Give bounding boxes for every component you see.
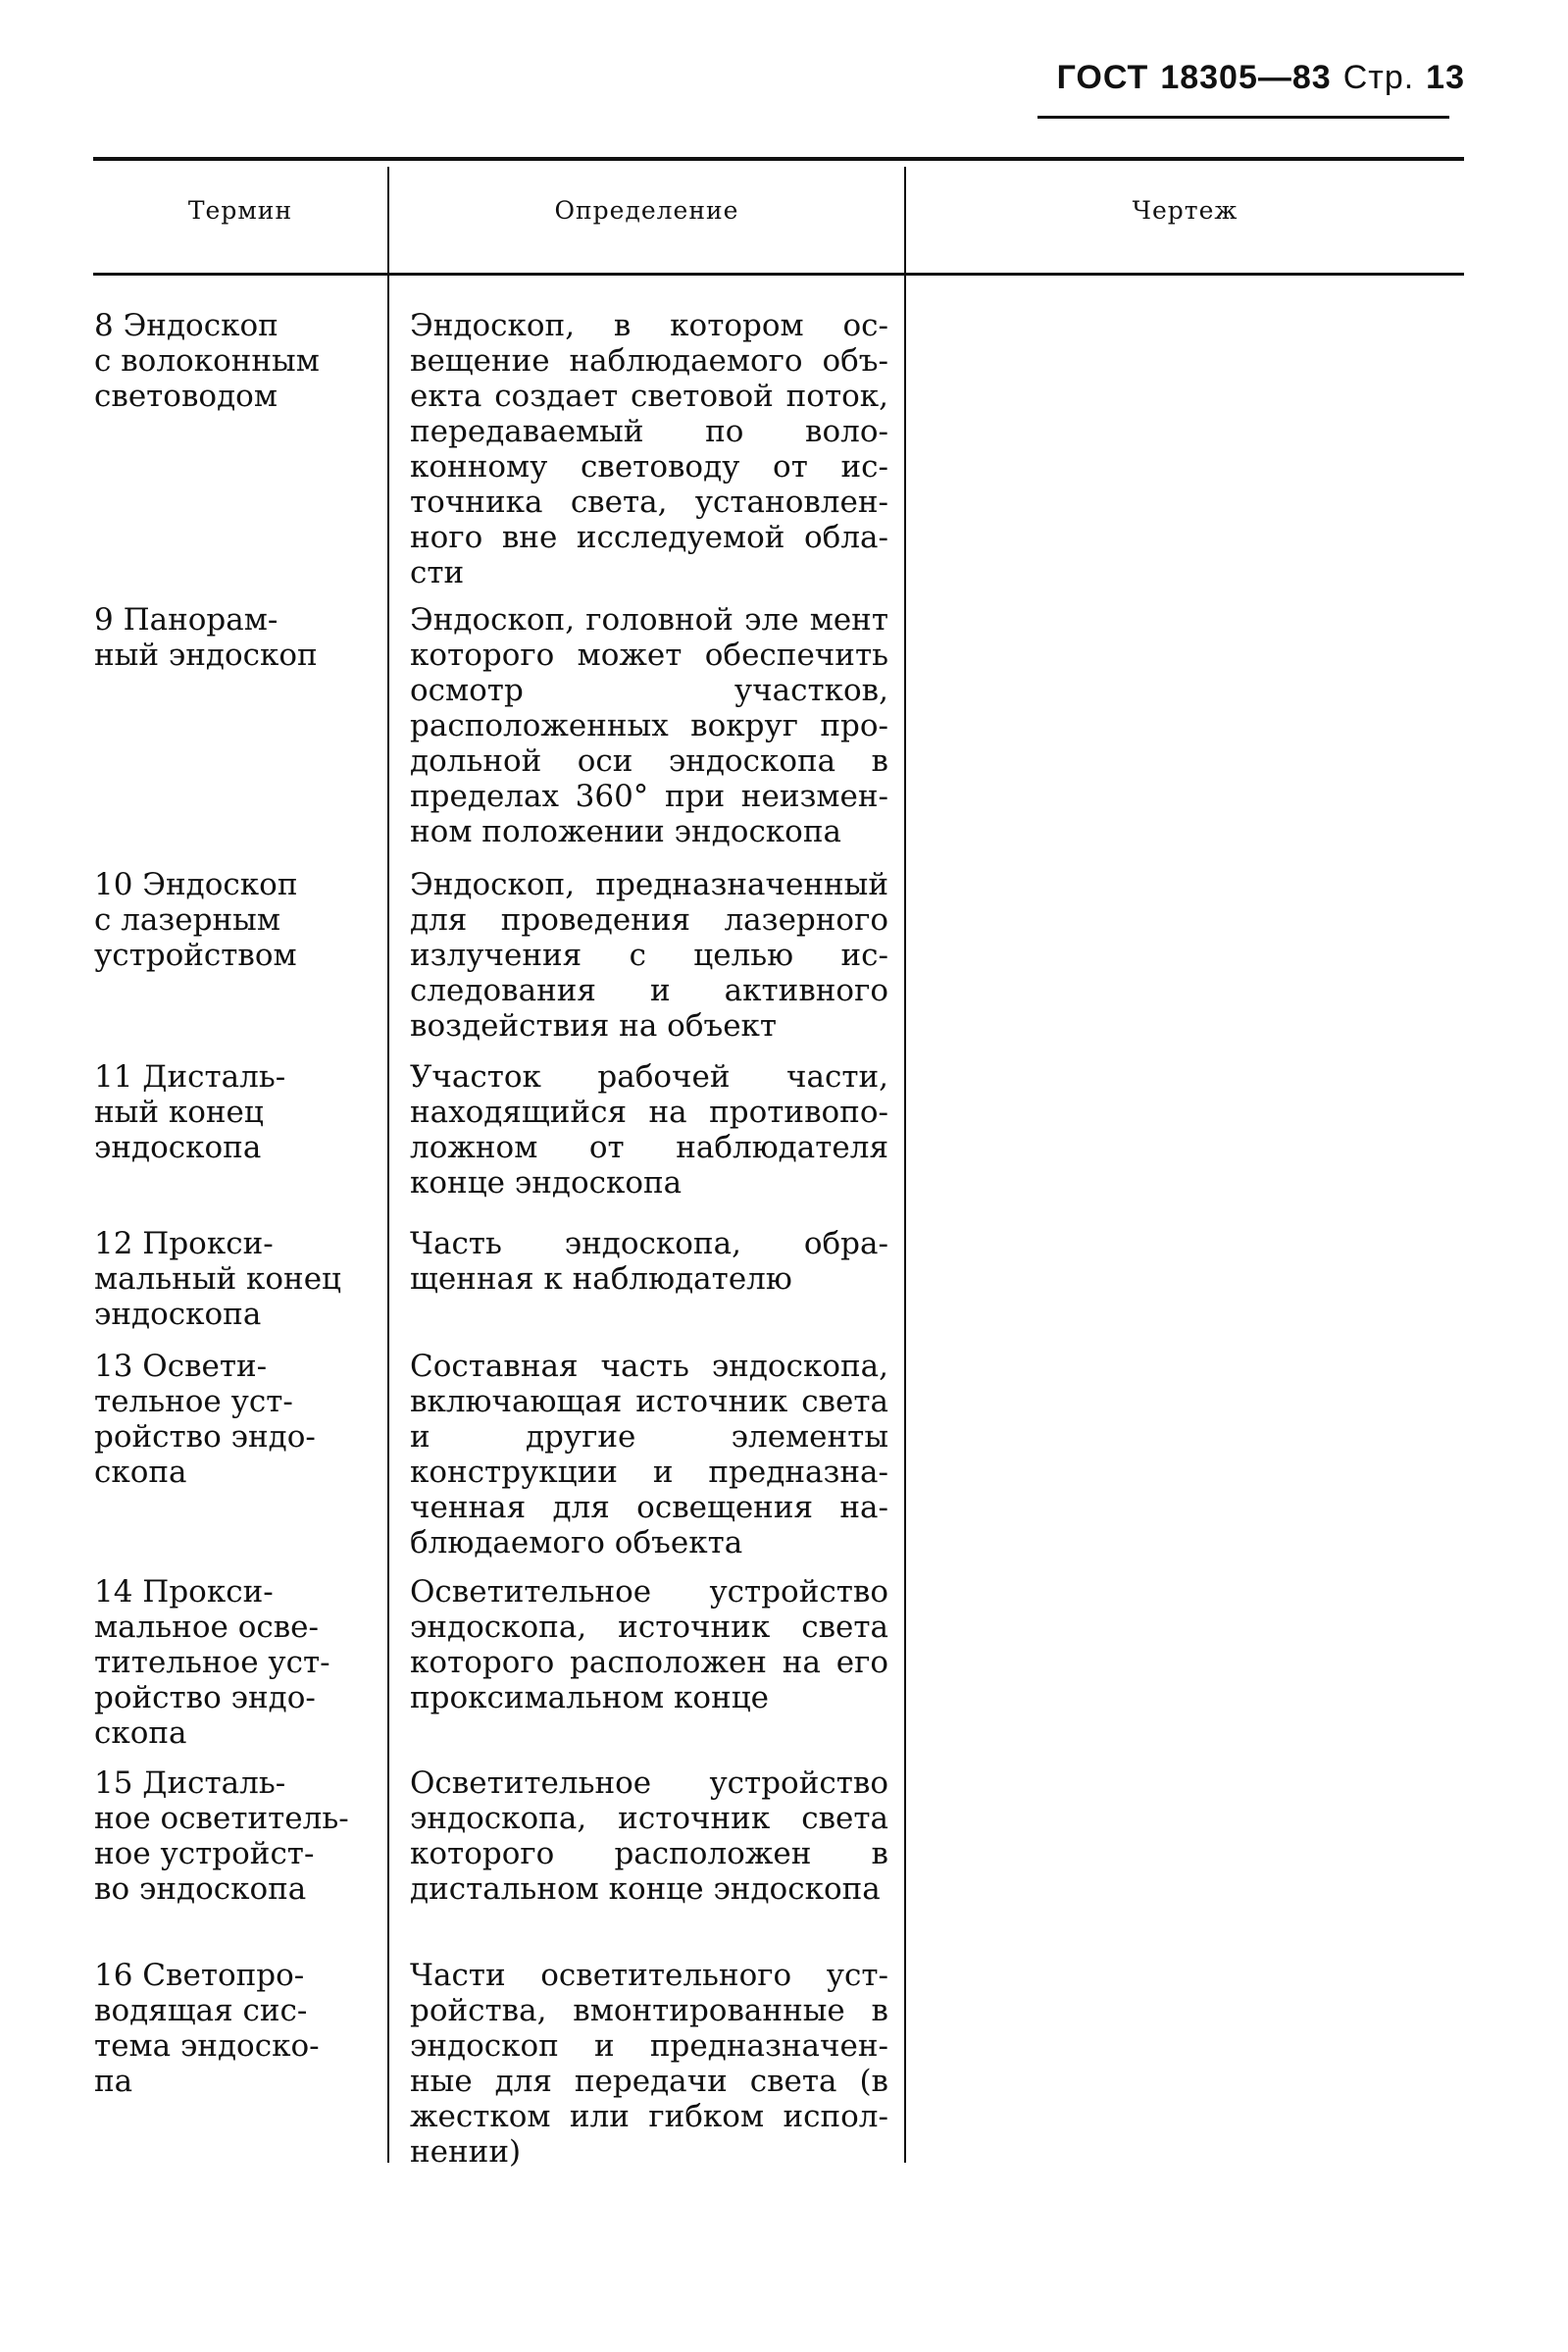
header-rule (1037, 116, 1449, 119)
term-cell: 14 Прокси- мальное осве- тительное уст- ройство эндо- скопа (94, 1574, 330, 1751)
term-cell: 11 Дисталь- ный конец эндоскопа (94, 1059, 286, 1165)
definition-cell: Составная часть эндоскопа, включающая источник света и другие элементы конструкции и предназначенная для освещения наблюдаемого объекта (410, 1349, 888, 1560)
definition-cell: Эндоскоп, предназначенный для проведения лазерного излучения с целью исследования и активного воздействия на объект (410, 867, 888, 1044)
column-header-definition: Определение (554, 196, 739, 225)
column-header-term: Термин (187, 196, 293, 225)
page-header (1057, 59, 1465, 97)
term-cell: 9 Панорам- ный эндоскоп (94, 602, 318, 673)
standard-number: 18305—83 (1160, 59, 1332, 96)
column-header-drawing: Чертеж (1132, 196, 1239, 225)
definition-cell: Части осветительного устройства, вмонтированные в эндоскоп и предназначенные для передачи света (в жестком или гибком исполнении) (410, 1958, 888, 2170)
definition-cell: Эндоскоп, головной эле мент которого может обеспечить осмотр участков, расположенных вокруг продольной оси эндоскопа в пределах 360° при неизменном положении эндоскопа (410, 602, 888, 849)
definition-cell: Осветительное устройство эндоскопа, источник света которого расположен в дистальном конце эндоскопа (410, 1765, 888, 1907)
definition-cell: Участок рабочей части, находящийся на противоположном от наблюдателя конце эндоскопа (410, 1059, 888, 1201)
table-head-rule (93, 273, 1464, 276)
definition-cell: Осветительное устройство эндоскопа, источник света которого расположен на его проксимальном конце (410, 1574, 888, 1715)
term-cell: 15 Дисталь- ное осветитель- ное устройст- во эндоскопа (94, 1765, 349, 1907)
definition-cell: Эндоскоп, в котором освещение наблюдаемого объекта создает световой поток, передаваемый по волоконному световоду от источника света, установленного вне исследуемой области (410, 308, 888, 590)
term-cell: 16 Светопро- водящая сис- тема эндоско- па (94, 1958, 320, 2099)
term-cell: 13 Освети- тельное уст- ройство эндо- скопа (94, 1349, 316, 1490)
page-number: 13 (1426, 59, 1465, 96)
term-cell: 10 Эндоскоп с лазерным устройством (94, 867, 298, 973)
term-cell: 12 Прокси- мальный конец эндоскопа (94, 1226, 341, 1332)
term-cell: 8 Эндоскоп с волоконным световодом (94, 308, 320, 414)
standard-label: ГОСТ (1056, 59, 1149, 96)
definition-cell: Часть эндоскопа, обращенная к наблюдателю (410, 1226, 888, 1297)
table-top-rule (93, 157, 1464, 161)
column-divider-2 (904, 167, 906, 2163)
column-divider-1 (387, 167, 389, 2163)
page-label: Стр. (1342, 59, 1415, 96)
